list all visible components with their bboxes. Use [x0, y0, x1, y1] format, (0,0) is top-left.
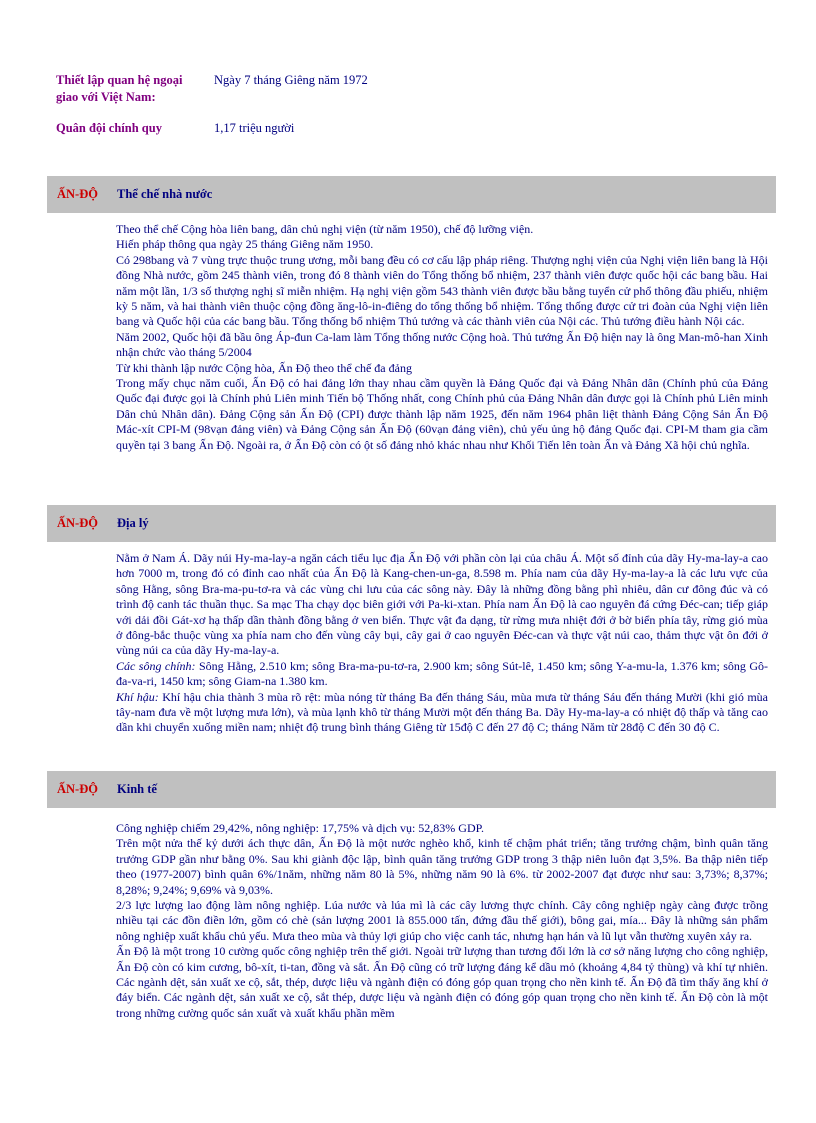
paragraph: Năm 2002, Quốc hội đã bầu ông Áp-đun Ca-lam làm Tổng thống nước Cộng hoà. Thủ tướng Ấn Độ hiện nay là ông Man-mô-han Xinh nhận chức vào tháng 5/2004	[116, 329, 768, 360]
info-row-army	[56, 120, 776, 140]
section-country: ẤN-ĐỘ	[57, 187, 98, 201]
section-body-politics	[116, 222, 768, 453]
climate-text: Khí hậu chia thành 3 mùa rõ rệt: mùa nóng từ tháng Ba đến tháng Sáu, mùa mưa từ tháng Sáu đến tháng Mười (khi gió mùa tây-nam đưa về một lượng mưa lớn), và mùa lạnh khô từ tháng Mười một đến tháng Ba. Dãy Hy-ma-lay-a có nhiệt độ thấp và tăng cao dần khi chuyển xuống miền nam; nhiệt độ trung bình tháng Giêng từ 15độ C đến 27 độ C; tháng Năm từ 28độ C đến 30 độ C.	[116, 689, 768, 735]
section-title: Địa lý	[117, 516, 149, 530]
paragraph: Trên một nửa thế kỷ dưới ách thực dân, Ấn Độ là một nước nghèo khổ, kinh tế chậm phát triển; tăng trưởng chậm, bình quân tăng trưởng GDP gần như bằng 0%. Sau khi giành độc lập, bình quân tăng trưởng GDP trong 3 thập niên luôn đạt 3,5%. Ba thập niên tiếp theo (1977-2007) bình quân 6%/1năm, những năm 80 là 5%, những năm 90 là 6%. từ 2002-2007 đạt được như sau: 3,73%; 8,37%; 8,28%; 9,24%; 9,69% và 9,03%.	[116, 836, 768, 897]
paragraph: Từ khi thành lập nước Cộng hòa, Ấn Độ theo thể chế đa đảng	[116, 360, 412, 375]
paragraph: Ấn Độ là một trong 10 cường quốc công nghiệp trên thế giới. Ngoài trữ lượng than tương đối lớn là cơ sở năng lượng cho công nghiệp, Ấn Độ còn có kim cương, bô-xít, ti-tan, đồng và sắt. Ấn Độ cũng có trữ lượng đáng kể dầu mỏ (khoảng 4,84 tỷ thùng) và khí tự nhiên. Các ngành dệt, sản xuất xe cộ, sắt, thép, dược liệu và ngành điện có đóng góp quan trọng cho nền kinh tế. Ấn Độ đã tìm thấy ăng khí ở đáy biển. Các ngành dệt, sản xuất xe cộ, sắt thép, dược liệu và ngành điện có đóng góp quan trọng cho nền kinh tế. Ấn Độ còn là một trong những cường quốc sản xuất và xuất khẩu phần mềm	[116, 944, 768, 1020]
section-header-geography	[47, 505, 776, 542]
paragraph: Theo thể chế Cộng hòa liên bang, dân chủ nghị viện (từ năm 1950), chế độ lưỡng viện.	[116, 222, 534, 236]
section-country: ẤN-ĐỘ	[57, 782, 98, 796]
section-title: Kinh tế	[117, 782, 157, 796]
paragraph: Hiến pháp thông qua ngày 25 tháng Giêng năm 1950.	[116, 237, 374, 252]
info-value: 1,17 triệu người	[214, 121, 295, 135]
section-body-economy	[116, 821, 768, 1021]
climate-paragraph	[116, 690, 768, 736]
section-title: Thể chế nhà nước	[117, 187, 213, 201]
info-value: Ngày 7 tháng Giêng năm 1972	[214, 73, 368, 87]
paragraph: 2/3 lực lượng lao động làm nông nghiệp. Lúa nước và lúa mì là các cây lương thực chính. Cây công nghiệp ngày càng được trồng nhiều tại các đồn điền lớn, gồm có chè (sản lượng 2001 là 855.000 tấn, đứng đầu thế giới), bông gai, mía... Đây là những sản phẩm nông nghiệp xuất khẩu chủ yếu. Mưa theo mùa và thủy lợi giúp cho việc canh tác, nhưng hạn hán và lũ lụt vẫn thường xuyên xảy ra.	[116, 898, 768, 943]
rivers-text: Sông Hằng, 2.510 km; sông Bra-ma-pu-tơ-ra, 2.900 km; sông Sút-lê, 1.450 km; sông Y-a-mu-la, 1.376 km; sông Gô-đa-va-ri, 1450 km; sông Giam-na 1.380 km.	[116, 658, 769, 689]
paragraph: Nằm ở Nam Á. Dãy núi Hy-ma-lay-a ngăn cách tiểu lục địa Ấn Độ với phần còn lại của châu Á. Một số đỉnh của dãy Hy-ma-lay-a cao hơn 7000 m, trong đó có đỉnh cao nhất của Ấn Độ là Kang-chen-un-ga, 8.598 m. Phía nam của dãy Hy-ma-lay-a là các lưu vực của sông Hằng, sông Bra-ma-pu-tơ-ra và các vùng chi lưu của các sông này. Đây là những đồng bằng phì nhiêu, dân cư đông đúc và có trình độ canh tác thuần thục. Sa mạc Tha chạy dọc biên giới với Pa-ki-xtan. Phía nam Ấn Độ là cao nguyên đá cứng Đéc-can; tiếp giáp với dải đồi Gát-xơ hạ thấp dần thành đồng bằng ở ven biển. Thực vật đa dạng, từ rừng mưa nhiệt đới ở bờ biển phía tây, rừng gió mùa ở đông-bắc thuộc vùng xa phía nam cho đến vùng cây bụi, cây gai ở cao nguyên Đéc-can và thực vật núi cao, thảm thực vật ôn đới ở vùng núi ca của dãy Hy-ma-lay-a.	[116, 551, 768, 658]
paragraph: Có 298bang và 7 vùng trực thuộc trung ương, mỗi bang đều có cơ cấu lập pháp riêng. Thượng nghị viện của Nghị viện liên bang là Hội đồng Nhà nước, gồm 245 thành viên, trong đó 8 thành viên do Tổng thống bổ nhiệm, 237 thành viên được quốc hội các bang bầu. Hai năm một lần, 1/3 số thượng nghị sĩ miễn nhiệm. Hạ nghị viện gồm 543 thành viên được bầu bằng tuyển cử phổ thông đầu phiếu, nhiệm kỳ 5 năm, và hai thành viên thuộc cộng đồng ăng-lô-in-điêng do tổng thống bổ nhiệm. Tổng thống được cử tri đoàn của Nghị viện liên bang và Quốc hội của các bang bầu. Tổng thống bổ nhiệm Thủ tướng và các thành viên của Nội các. Thủ tướng điều hành Nội các.	[116, 252, 768, 329]
section-header-economy	[47, 771, 776, 808]
info-row-diplomatic	[56, 72, 776, 112]
rivers-label: Các sông chính:	[116, 658, 196, 673]
section-header-politics	[47, 176, 776, 213]
info-label: Thiết lập quan hệ ngoại giao với Việt Nam:	[56, 73, 183, 104]
climate-label: Khí hậu:	[116, 689, 159, 704]
section-body-geography	[116, 551, 768, 736]
paragraph: Trong mấy chục năm cuối, Ấn Độ có hai đảng lớn thay nhau cầm quyền là Đảng Quốc đại và Đảng Nhân dân (Chính phủ của Đảng Quốc đại được gọi là Chính phủ Liên minh Tiến bộ Thống nhất, cong Chính phủ của Đảng Nhân dân được gọi là Chính phủ Liên minh Dân chủ Nhân dân). Đảng Cộng sản Ấn Độ (CPI) được thành lập năm 1925, đến năm 1964 phân liệt thành Đảng Cộng Sản Ấn Độ Mác-xít CPI-M (98vạn đảng viên) và Đảng Cộng sản Ấn Độ (60vạn đảng viên), chủ yếu ủng hộ đảng Quốc đại. CPI-M tham gia cầm quyền tại 3 bang Ấn Độ. Ngoài ra, ở Ấn Độ còn có ột số đảng nhỏ khác nhau như Khối Tiến lên toàn Ấn và Đảng Xã hội chủ nghĩa.	[116, 376, 768, 452]
rivers-paragraph	[116, 659, 768, 690]
section-country: ẤN-ĐỘ	[57, 516, 98, 530]
paragraph: Công nghiệp chiếm 29,42%, nông nghiệp: 17,75% và dịch vụ: 52,83% GDP.	[116, 821, 484, 835]
info-label: Quân đội chính quy	[56, 121, 162, 135]
